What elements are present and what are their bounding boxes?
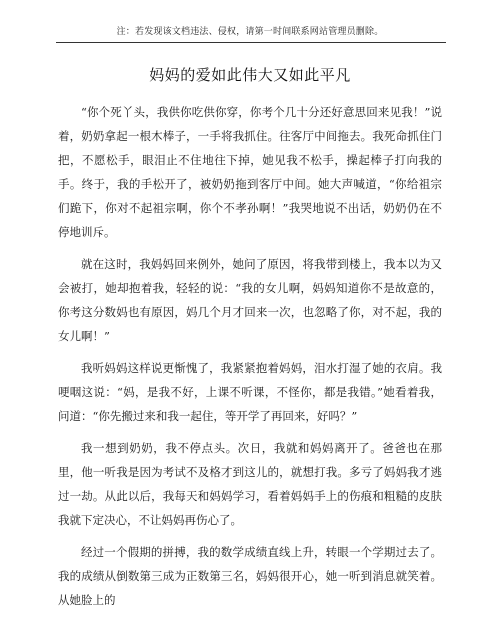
paragraph-4: 我一想到奶奶，我不停点头。次日，我就和妈妈离开了。爸爸也在那里，他一听我是因为考试不及格才到这儿的，就想打我。多亏了妈妈我才逃过一劫。从此以后，我每天和妈妈学习，看着妈妈手上的伤痕和粗糙的皮肤我就下定决心，不让妈妈再伤心了。 (58, 441, 442, 527)
paragraph-5: 经过一个假期的拼搏，我的数学成绩直线上升，转眼一个学期过去了。我的成绩从倒数第三成为正数第三名，妈妈很开心，她一听到消息就笑着。从她脸上的 (58, 545, 442, 607)
article-body (58, 100, 442, 620)
paragraph-3: 我听妈妈这样说更惭愧了，我紧紧抱着妈妈，泪水打湿了她的衣肩。我哽咽这说：“妈，是我不好，上课不听课，不怪你，都是我错。”她看着我，问道：“你先搬过来和我一起住，等开学了再回来，好吗？” (58, 361, 442, 423)
paragraph-2: 就在这时，我妈妈回来例外，她问了原因，将我带到楼上，我本以为又会被打，她却抱着我，轻轻的说：“我的女儿啊，妈妈知道你不是故意的，你考这分数妈也有原因，妈几个月才回来一次，也忽略了你，对不起，我的女儿啊！” (58, 257, 442, 343)
header-divider (56, 42, 446, 43)
copyright-notice: 注：若发现该文档违法、侵权，请第一时间联系网站管理员删除。 (116, 27, 384, 37)
paragraph-1: “你个死丫头，我供你吃供你穿，你考个几十分还好意思回来见我！”说着，奶奶拿起一根木棒子，一手将我抓住。往客厅中间拖去。我死命抓住门把，不愿松手，眼泪止不住地往下掉，她见我不松手，操起棒子打向我的手。终于，我的手松开了，被奶奶拖到客厅中间。她大声喊道，“你给祖宗们跪下，你对不起祖宗啊，你个不孝孙啊！”我哭地说不出话，奶奶仍在不停地训斥。 (58, 105, 442, 239)
document-title: 妈妈的爱如此伟大又如此平凡 (149, 66, 351, 84)
